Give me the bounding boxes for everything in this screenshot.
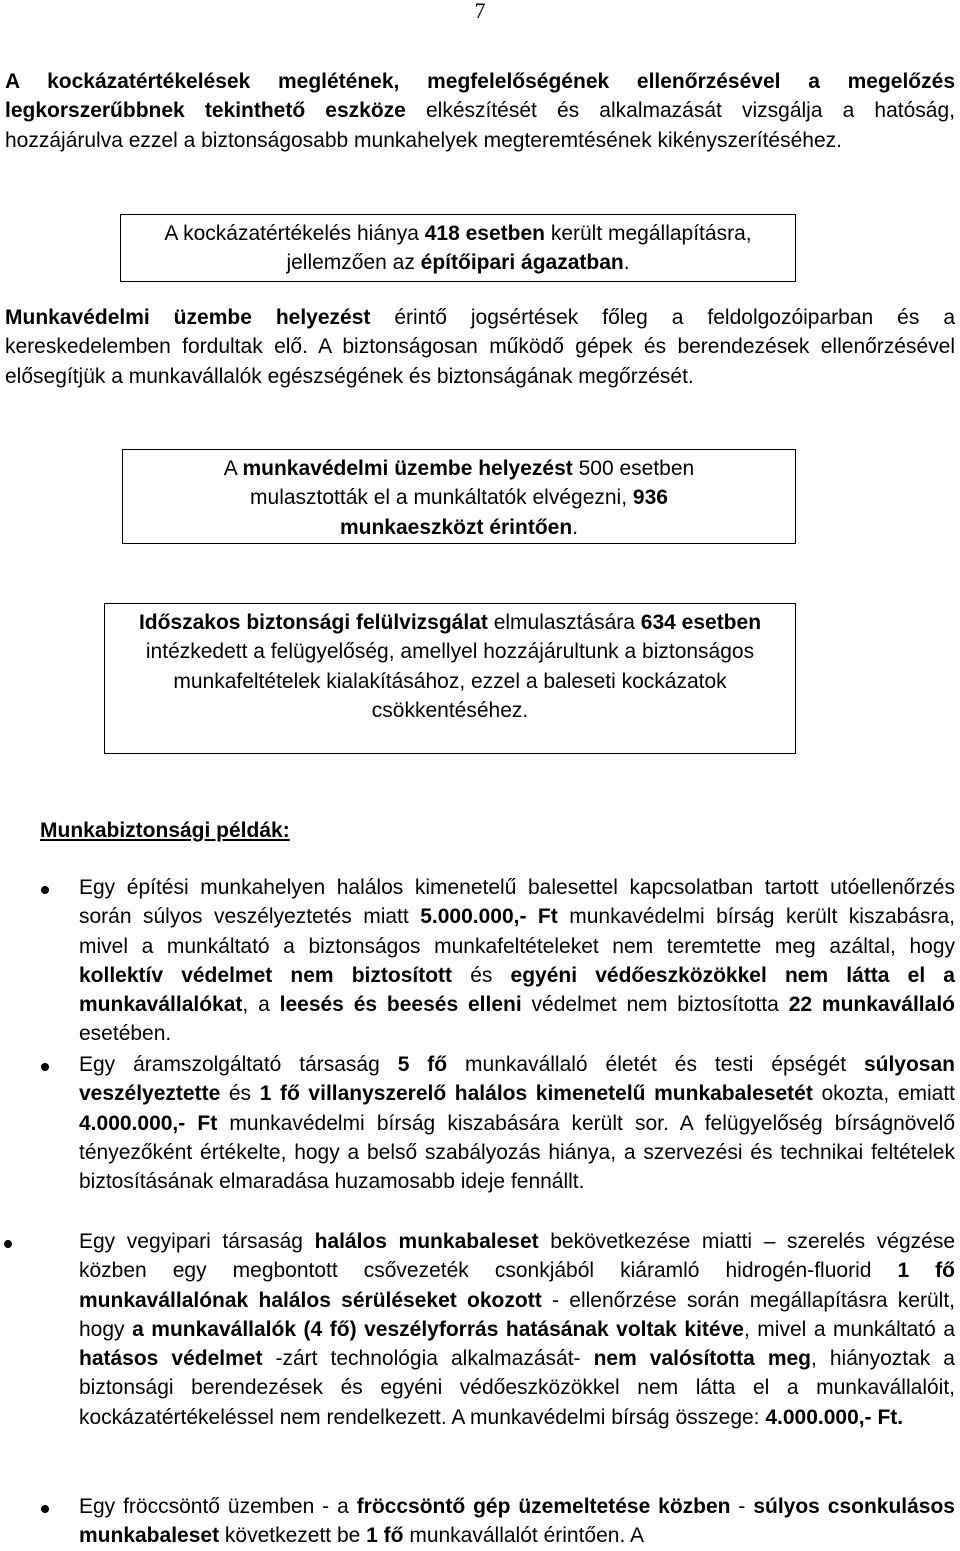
text-segment: Egy áramszolgáltató társaság bbox=[79, 1053, 398, 1076]
text-segment: következett be bbox=[219, 1524, 367, 1548]
text-segment: érintő jogsértések főleg a feldolgozóiparban és a kereskedelemben fordultak elő. A biztonságosan működő gépek és berendezések ellenőrzésével elősegítjük a munkavállalók egészségének és biztonságának megőrzését. bbox=[5, 306, 955, 388]
text-segment: Egy fröccsöntő üzemben - a bbox=[79, 1495, 357, 1518]
text-segment: elkészítését és alkalmazását vizsgálja a hatóság, hozzájárulva ezzel a biztonságosabb munkahelyek megteremtésének kikényszerítéséhez. bbox=[5, 99, 955, 152]
text-segment: bekövetkezése miatti – szerelés végzése közben egy megbontott csővezeték csonkjából kiáramló hidrogén-fluorid bbox=[79, 1230, 955, 1283]
text-segment: munkavállalót érintően. A bbox=[403, 1524, 644, 1548]
text-segment: került megállapításra, jellemzően az bbox=[286, 222, 752, 275]
text-segment: és bbox=[220, 1082, 260, 1106]
text-segment: , a bbox=[242, 993, 280, 1017]
text-segment: halálos munkabaleset bbox=[314, 1230, 539, 1253]
text-segment: védelmet nem biztosította bbox=[521, 993, 789, 1017]
text-segment: 1 fő villanyszerelő halálos kimenetelű munkabalesetét bbox=[259, 1082, 813, 1106]
list-item bbox=[79, 873, 955, 1049]
text-segment: 4.000.000,- Ft. bbox=[765, 1405, 904, 1429]
highlight-box-commissioning bbox=[122, 449, 796, 544]
text-segment: egyéni védőeszközökkel nem látta el a munkavállalókat bbox=[79, 963, 955, 1017]
text-segment: fröccsöntő gép üzemeltetése közben bbox=[356, 1495, 731, 1518]
list-item bbox=[79, 1492, 955, 1551]
text-segment: 500 esetben mulasztották el a munkáltatók elvégezni, bbox=[250, 457, 695, 510]
text-segment: Egy vegyipari társaság bbox=[79, 1230, 315, 1253]
text-segment: A kockázatértékelés hiánya bbox=[164, 222, 425, 245]
bullet-dot-icon bbox=[41, 1063, 49, 1071]
text-segment: 1 fő munkavállalónak halálos sérüléseket okozott bbox=[79, 1259, 955, 1312]
text-segment: hatásos védelmet bbox=[79, 1347, 263, 1371]
text-segment: súlyos csonkulásos munkabaleset bbox=[79, 1495, 955, 1548]
highlight-box-risk-assessment bbox=[120, 214, 796, 282]
page-number: 7 bbox=[474, 0, 486, 23]
text-segment: a munkavállalók (4 fő) veszélyforrás hatásának voltak kitéve bbox=[132, 1317, 744, 1341]
bullet-dot-icon bbox=[41, 1505, 49, 1513]
text-segment: 4.000.000,- Ft bbox=[79, 1111, 218, 1135]
text-segment: 22 munkavállaló bbox=[788, 993, 955, 1017]
text-segment: 418 esetben bbox=[424, 222, 545, 245]
text-segment: 5.000.000,- Ft bbox=[420, 905, 558, 929]
text-segment: súlyosan veszélyeztette bbox=[79, 1053, 955, 1106]
text-segment: , mivel a munkáltató a bbox=[743, 1317, 955, 1341]
text-segment: leesés és beesés elleni bbox=[279, 993, 522, 1017]
intro-paragraph bbox=[5, 67, 955, 155]
text-segment: A bbox=[223, 457, 243, 480]
text-segment: - ellenőrzése során megállapításra került, hogy bbox=[79, 1288, 955, 1341]
text-segment: nem valósította meg bbox=[593, 1347, 812, 1371]
commissioning-paragraph bbox=[5, 303, 955, 391]
text-segment: intézkedett a felügyelőség, amellyel hozzájárultunk a biztonságos munkafeltételek kialakításához, ezzel a baleseti kockázatok csökkentéséhez. bbox=[145, 640, 755, 722]
text-segment: építőipari ágazatban bbox=[420, 251, 624, 275]
text-segment: Egy építési munkahelyen halálos kimenetelű balesettel kapcsolatban tartott utóellenőrzés során súlyos veszélyeztetés miatt bbox=[79, 876, 955, 929]
text-segment: 5 fő bbox=[397, 1053, 448, 1076]
text-segment: Időszakos biztonsági felülvizsgálat bbox=[138, 611, 488, 634]
highlight-box-periodic-inspection bbox=[104, 603, 796, 754]
text-segment: Munkavédelmi üzembe helyezést bbox=[5, 306, 371, 329]
bullet-dot-icon bbox=[4, 1240, 12, 1248]
text-segment: - bbox=[730, 1495, 754, 1518]
text-segment: esetében. bbox=[79, 1022, 172, 1046]
bullet-dot-icon bbox=[41, 886, 49, 894]
text-segment: , hiányoztak a biztonsági berendezések és egyéni védőeszközökkel nem látta el a munkavállalóit, kockázatértékeléssel nem rendelkezett. A munkavédelmi bírság összege: bbox=[79, 1347, 955, 1429]
text-segment: munkavédelmi üzembe helyezést bbox=[242, 457, 573, 480]
text-segment: és bbox=[452, 963, 511, 987]
text-segment: munkavállaló életét és testi épségét bbox=[447, 1053, 864, 1076]
text-segment: munkavédelmi bírság kiszabására került sor. A felügyelőség bírságnövelő tényezőként értékelte, hogy a belső szabályozás hiánya, a szervezési és technikai feltételek biztosításának elmaradása huzamosabb ideje fennállt. bbox=[79, 1111, 956, 1194]
text-segment: . bbox=[572, 515, 579, 539]
text-segment: 936 munkaeszközt érintően bbox=[339, 486, 668, 539]
list-item bbox=[79, 1050, 955, 1196]
text-segment: A kockázatértékelések meglétének, megfelelőségének ellenőrzésével a megelőzés legkorszerűbbnek tekinthető eszköze bbox=[5, 70, 955, 123]
text-segment: elmulasztására bbox=[487, 611, 641, 634]
text-segment: okozta, emiatt bbox=[812, 1082, 956, 1106]
text-segment: 1 fő bbox=[366, 1524, 404, 1548]
text-segment: munkavédelmi bírság került kiszabásra, mivel a munkáltató a biztonságos munkafeltételeket nem teremtette meg azáltal, hogy bbox=[79, 905, 955, 958]
text-segment: 634 esetben bbox=[640, 611, 762, 634]
list-item bbox=[79, 1227, 955, 1432]
text-segment: . bbox=[623, 251, 630, 275]
text-segment: kollektív védelmet nem biztosított bbox=[79, 963, 453, 987]
text-segment: -zárt technológia alkalmazását- bbox=[262, 1347, 594, 1371]
section-heading: Munkabiztonsági példák: bbox=[40, 819, 290, 842]
